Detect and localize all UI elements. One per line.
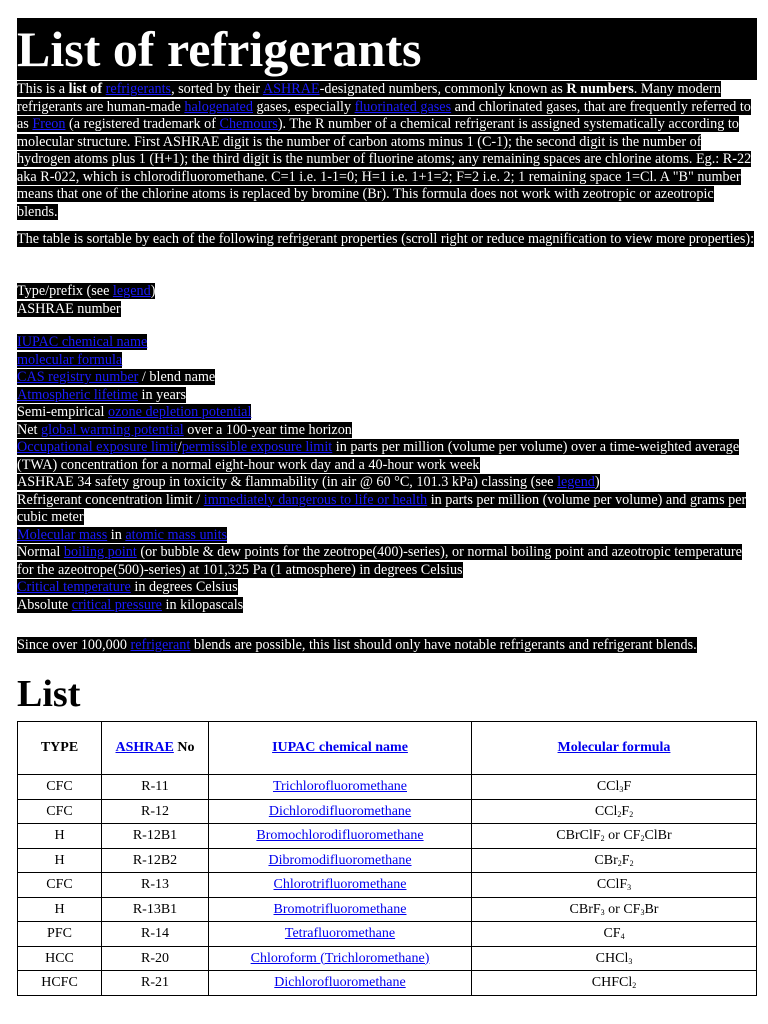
refrigerant-link[interactable]: refrigerant — [130, 637, 191, 653]
cell-iupac-name — [209, 971, 472, 996]
refrigerants-link[interactable]: refrigerants — [105, 81, 172, 97]
cell-type: PFC — [18, 922, 102, 947]
critical-pressure-link[interactable]: critical pressure — [71, 596, 162, 613]
cas-link[interactable]: CAS registry number — [17, 369, 139, 385]
chemical-name-link[interactable]: Chlorotrifluoromethane — [273, 877, 407, 892]
oel-link[interactable]: Occupational exposure limit — [17, 439, 178, 455]
cell-type: H — [18, 824, 102, 849]
property-ashrae: ASHRAE number — [17, 300, 121, 317]
cell-ashrae-no: R-11 — [102, 775, 209, 800]
cell-type: CFC — [18, 775, 102, 800]
table-row — [18, 922, 757, 947]
cell-type: CFC — [18, 873, 102, 898]
property-rcl: Refrigerant concentration limit / immediately dangerous to life or health in parts per million (volume per volume) and grams per cubic meter — [17, 491, 747, 525]
odp-link[interactable]: ozone depletion potential — [108, 404, 252, 420]
property-critical-temperature: Critical temperature in degrees Celsius — [17, 579, 238, 595]
property-iupac — [17, 334, 757, 352]
table-row — [18, 848, 757, 873]
property-molecular-mass: Molecular mass in atomic mass units — [17, 526, 228, 543]
cell-ashrae-no: R-14 — [102, 922, 209, 947]
column-header-ashrae[interactable]: ASHRAE No — [102, 722, 209, 775]
formula-header-link[interactable]: Molecular formula — [557, 740, 671, 756]
molecular-formula-link[interactable]: molecular formula — [17, 351, 123, 368]
property-list — [17, 334, 757, 614]
chemical-name-link[interactable]: Trichlorofluoromethane — [272, 779, 407, 794]
safety-legend-link[interactable]: legend — [557, 474, 595, 490]
cell-iupac-name — [209, 824, 472, 849]
fluorinated-gases-link[interactable]: fluorinated gases — [354, 98, 452, 115]
chemical-name-link[interactable]: Bromotrifluoromethane — [273, 901, 407, 917]
cell-formula: $CF_4$ — [472, 922, 757, 947]
property-cas: CAS registry number / blend name — [17, 369, 216, 385]
chemical-name-link[interactable]: Tetrafluoromethane — [284, 926, 396, 941]
cell-type: H — [18, 897, 102, 922]
table-row — [18, 946, 757, 971]
cell-formula: $CCl_2F_2$ — [472, 799, 757, 824]
column-header-type[interactable]: TYPE — [18, 722, 102, 775]
cell-iupac-name — [209, 848, 472, 873]
property-safety: ASHRAE 34 safety group in toxicity & flammability (in air @ 60 °C, 101.3 kPa) classing (see legend) — [17, 474, 600, 490]
property-critical-pressure: Absolute critical pressure in kilopascals — [17, 596, 244, 613]
critical-temperature-link[interactable]: Critical temperature — [17, 579, 131, 595]
table-header-row — [18, 722, 757, 775]
chemours-link[interactable]: Chemours — [219, 116, 278, 132]
cell-ashrae-no: R-12B1 — [102, 824, 209, 849]
pel-link[interactable]: permissible exposure limit — [181, 439, 333, 455]
property-formula — [17, 352, 757, 370]
property-type: Type/prefix (see legend) — [17, 283, 156, 299]
column-header-formula[interactable] — [472, 722, 757, 775]
cell-ashrae-no: R-12B2 — [102, 848, 209, 873]
chemical-name-link[interactable]: Chloroform (Trichloromethane) — [250, 950, 430, 966]
cell-formula: CHFCl$_2$ — [472, 971, 757, 996]
table-row — [18, 824, 757, 849]
cell-type: CFC — [18, 799, 102, 824]
table-row — [18, 799, 757, 824]
atomic-mass-units-link[interactable]: atomic mass units — [125, 526, 228, 543]
table-body — [18, 775, 757, 996]
freon-link[interactable]: Freon — [32, 116, 66, 132]
gwp-link[interactable]: global warming potential — [41, 421, 184, 438]
property-boiling-point: Normal boiling point (or bubble & dew points for the zeotrope(400)-series), or normal boiling point and azeotropic temperature for the azeotrope(500)-series) at 101,325 Pa (1 atmosphere) in degrees Celsius — [17, 544, 742, 578]
ashrae-link[interactable]: ASHRAE — [262, 81, 320, 97]
boiling-point-link[interactable]: boiling point — [63, 544, 137, 560]
chemical-name-link[interactable]: Bromochlorodifluoromethane — [256, 828, 424, 843]
cell-type: HCFC — [18, 971, 102, 996]
idlh-link[interactable]: immediately dangerous to life or health — [203, 491, 428, 508]
table-row — [18, 873, 757, 898]
iupac-header-link[interactable]: IUPAC chemical name — [272, 740, 408, 756]
cell-iupac-name — [209, 775, 472, 800]
cell-iupac-name — [209, 946, 472, 971]
iupac-link[interactable]: IUPAC chemical name — [17, 334, 148, 350]
blends-note: Since over 100,000 refrigerant blends are possible, this list should only have notable refrigerants and refrigerant blends. — [17, 637, 697, 653]
cell-ashrae-no: R-13B1 — [102, 897, 209, 922]
property-oel: Occupational exposure limit/permissible exposure limit in parts per million (volume per volume) over a time-weighted average (TWA) concentration for a normal eight-hour work day and a 40-hour work week — [17, 439, 740, 473]
property-list-basic — [17, 283, 757, 318]
property-gwp: Net global warming potential over a 100-year time horizon — [17, 421, 352, 438]
cell-formula: $CBr_2F_2$ — [472, 848, 757, 873]
cell-type: H — [18, 848, 102, 873]
cell-ashrae-no: R-21 — [102, 971, 209, 996]
sortable-note: The table is sortable by each of the following refrigerant properties (scroll right or reduce magnification to view more properties): — [17, 231, 755, 247]
legend-link[interactable]: legend — [112, 283, 151, 299]
molecular-mass-link[interactable]: Molecular mass — [17, 526, 108, 543]
cell-formula: CCl$_3$F — [472, 775, 757, 800]
cell-iupac-name — [209, 922, 472, 947]
cell-iupac-name — [209, 873, 472, 898]
chemical-name-link[interactable]: Dibromodifluoromethane — [268, 852, 412, 868]
cell-formula: CBrClF$_2$ or $CF_2ClBr$ — [472, 824, 757, 849]
cell-formula: CClF$_3$ — [472, 873, 757, 898]
property-odp: Semi-empirical ozone depletion potential — [17, 404, 252, 420]
table-row — [18, 775, 757, 800]
chemical-name-link[interactable]: Dichlorodifluoromethane — [268, 803, 412, 819]
cell-iupac-name — [209, 897, 472, 922]
property-atmospheric: Atmospheric lifetime in years — [17, 386, 187, 403]
section-heading-list: List — [17, 673, 81, 715]
chemical-name-link[interactable]: Dichlorofluoromethane — [274, 975, 406, 990]
intro-paragraph: This is a list of refrigerants, sorted by their ASHRAE-designated numbers, commonly known as R numbers. Many modern refrigerants are human-made halogenated gases, especially fluorinated gases and chlorinated gases, that are frequently referred to as Freon (a registered trademark of Chemours). The R number of a chemical refrigerant is assigned systematically according to molecular structure. First ASHRAE digit is the number of carbon atoms minus 1 (C-1); the second digit is the number of hydrogen atoms plus 1 (H+1); the third digit is the number of fluorine atoms; any remaining spaces are chlorine atoms. Eg.: R-22 aka R-022, which is chlorodifluoromethane. C=1 i.e. 1-1=0; H=1 i.e. 1+1=2; F=2 i.e. 2; 1 remaining space 1=Cl. A "B" number means that one of the chlorine atoms is replaced by bromine (Br). This formula does not work with zeotropic or azeotropic blends. — [17, 81, 752, 220]
cell-type: HCC — [18, 946, 102, 971]
table-row — [18, 897, 757, 922]
cell-iupac-name — [209, 799, 472, 824]
ashrae-header-link[interactable]: ASHRAE — [115, 740, 174, 756]
refrigerants-table — [17, 721, 757, 996]
page-title: List of refrigerants — [17, 18, 757, 80]
cell-ashrae-no: R-12 — [102, 799, 209, 824]
cell-ashrae-no: R-20 — [102, 946, 209, 971]
cell-formula: CHCl$_3$ — [472, 946, 757, 971]
column-header-iupac[interactable] — [209, 722, 472, 775]
table-row — [18, 971, 757, 996]
cell-formula: CBrF$_3$ or $CF_3Br$ — [472, 897, 757, 922]
halogenated-link[interactable]: halogenated — [184, 98, 253, 115]
cell-ashrae-no: R-13 — [102, 873, 209, 898]
atmospheric-lifetime-link[interactable]: Atmospheric lifetime — [17, 386, 138, 403]
